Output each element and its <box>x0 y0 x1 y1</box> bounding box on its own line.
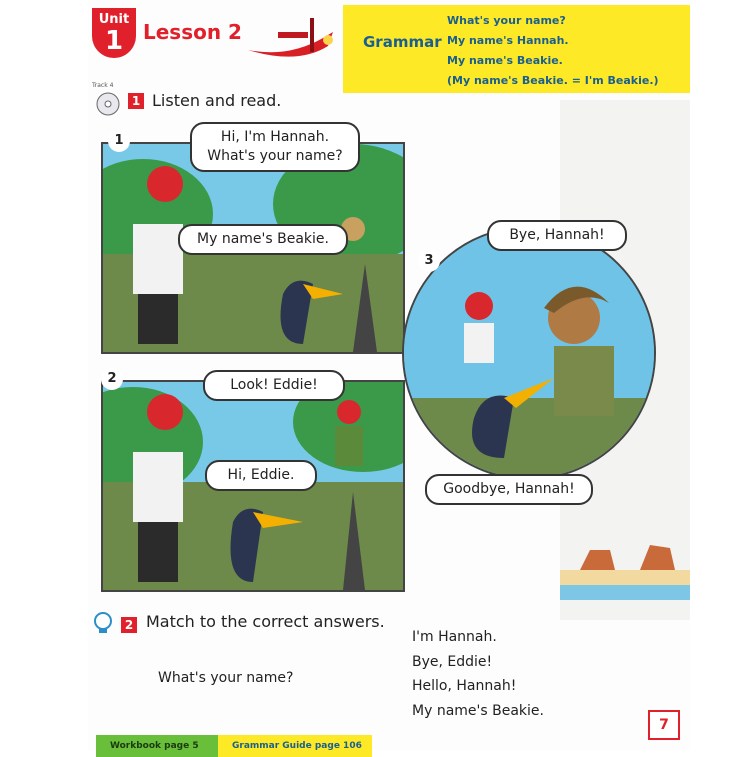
activity-1-title: Listen and read. <box>152 91 282 110</box>
grammar-line: My name's Hannah. <box>447 34 569 47</box>
track-label: Track 4 <box>92 82 114 89</box>
activity-2-number: 2 <box>121 617 137 633</box>
grammar-line: My name's Beakie. <box>447 54 563 67</box>
desert-illustration <box>560 540 690 600</box>
speech-bubble: My name's Beakie. <box>178 224 348 255</box>
lightbulb-icon <box>93 612 113 634</box>
answer-option: My name's Beakie. <box>412 702 544 719</box>
unit-badge <box>92 8 136 58</box>
unit-word: Unit <box>98 12 130 27</box>
grammar-guide-link[interactable]: Grammar Guide page 106 <box>218 735 372 757</box>
cd-audio-icon[interactable] <box>96 92 120 116</box>
panel-1-number: 1 <box>108 130 130 152</box>
workbook-link[interactable]: Workbook page 5 <box>96 735 222 757</box>
comic-panel-3 <box>402 226 656 480</box>
answer-option: Hello, Hannah! <box>412 678 517 695</box>
page-number: 7 <box>648 710 680 740</box>
answer-option: I'm Hannah. <box>412 629 497 645</box>
red-plane-illustration <box>248 10 338 65</box>
panel-3-scene <box>404 228 654 478</box>
answer-option: Bye, Eddie! <box>412 653 493 670</box>
speech-bubble: Goodbye, Hannah! <box>425 474 593 505</box>
panel-2-number: 2 <box>101 368 123 390</box>
grammar-line: (My name's Beakie. = I'm Beakie.) <box>447 74 659 87</box>
lesson-title: Lesson 2 <box>143 20 242 44</box>
grammar-examples <box>447 11 659 91</box>
match-question: What's your name? <box>158 670 294 686</box>
speech-bubble: Bye, Hannah! <box>487 220 627 251</box>
grammar-line: What's your name? <box>447 14 566 27</box>
grammar-label: Grammar <box>363 33 442 51</box>
unit-number: 1 <box>104 26 124 56</box>
activity-2-title: Match to the correct answers. <box>146 612 385 631</box>
activity-1-number: 1 <box>128 93 144 109</box>
speech-bubble: Look! Eddie! <box>203 370 345 401</box>
match-answers <box>412 625 544 723</box>
speech-bubble: Hi, I'm Hannah. What's your name? <box>190 122 360 172</box>
panel-3-number: 3 <box>418 250 440 272</box>
speech-bubble: Hi, Eddie. <box>205 460 317 491</box>
